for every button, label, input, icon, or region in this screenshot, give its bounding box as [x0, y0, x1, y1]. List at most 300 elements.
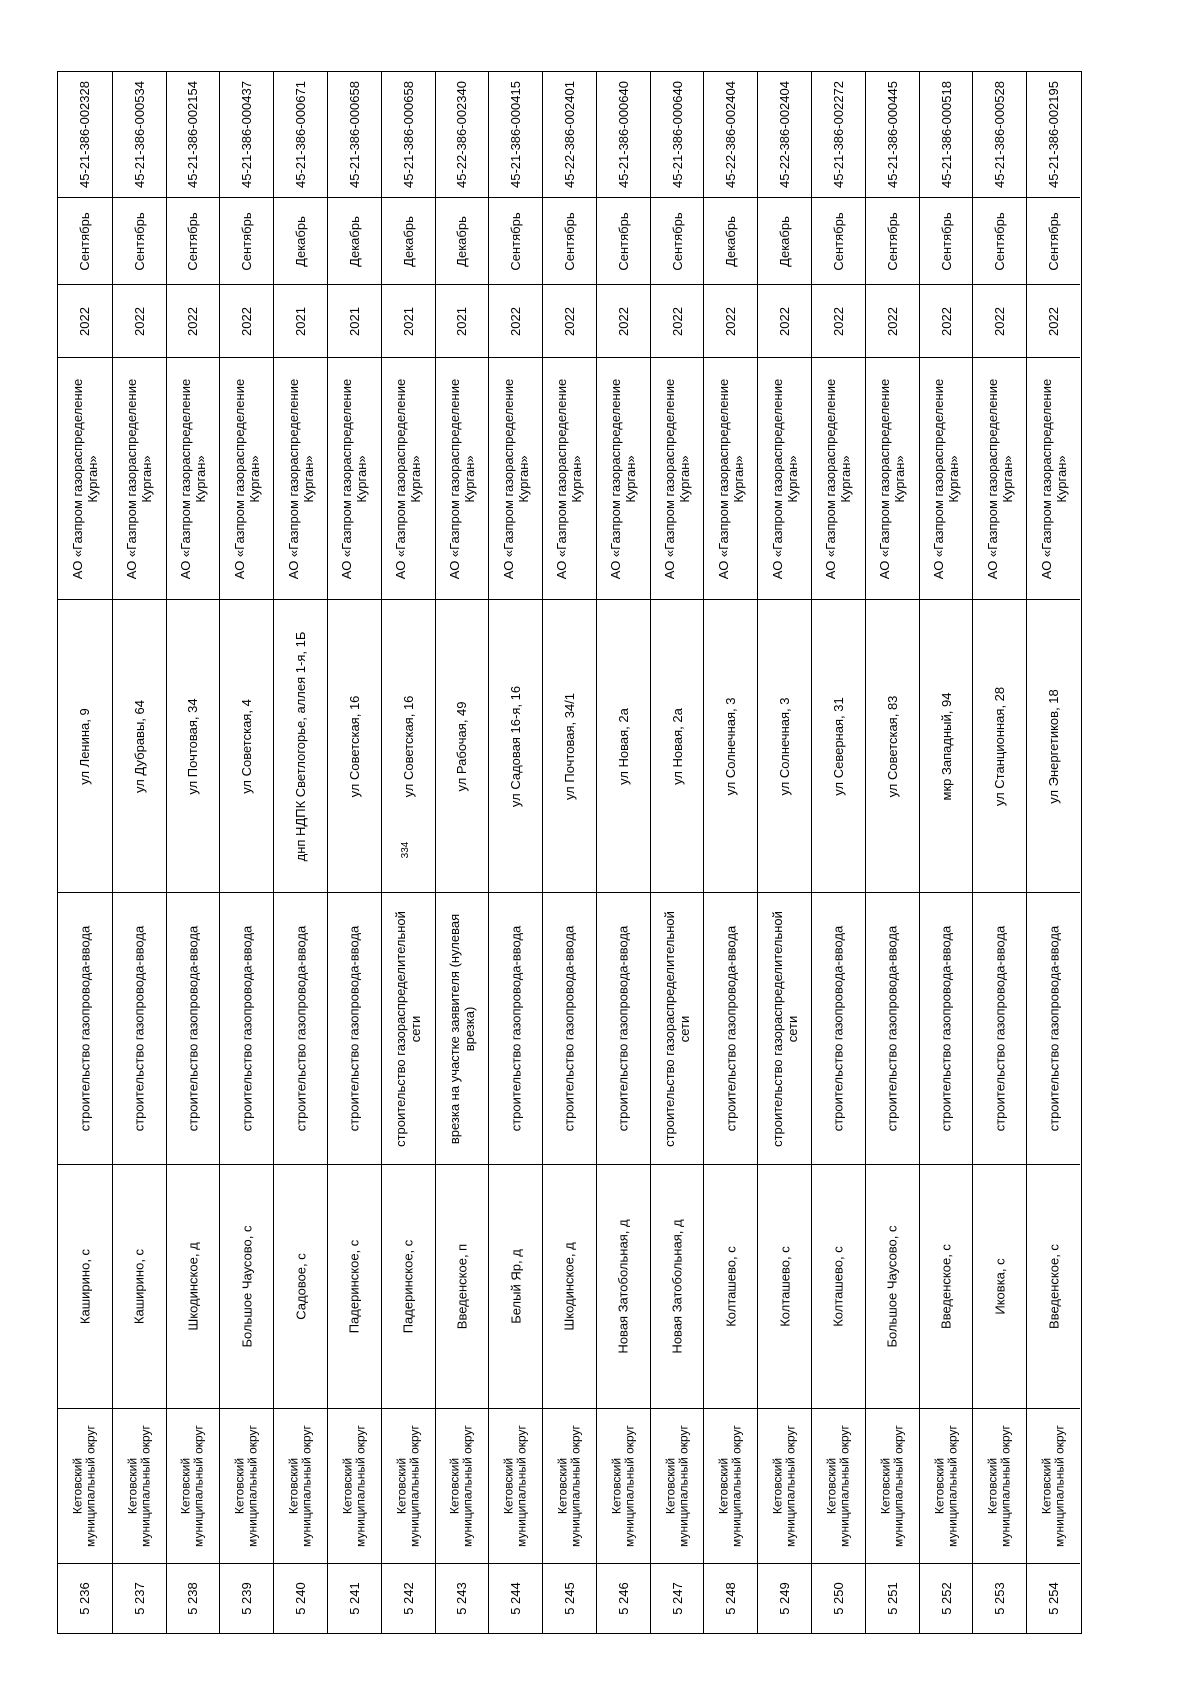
cell-settlement — [866, 1164, 919, 1408]
cell-record-code — [1027, 72, 1080, 197]
month-text: Сентябрь — [992, 211, 1008, 271]
row-number-text: 5 238 — [185, 1581, 201, 1615]
cell-record-code — [651, 72, 704, 197]
cell-work-type — [704, 892, 757, 1164]
settlement-text: Колташево, с — [723, 1246, 739, 1327]
cell-record-code — [758, 72, 811, 197]
table-row — [327, 72, 381, 1633]
district-text: Кетовский муниципальный округ — [824, 1425, 852, 1547]
cell-district — [920, 1408, 973, 1563]
work-type-text: строительство газопровода-ввода — [884, 925, 900, 1132]
work-type-text: строительство газопровода-ввода — [131, 925, 147, 1132]
year-text: 2022 — [723, 306, 739, 336]
table-row — [596, 72, 650, 1633]
cell-year — [436, 284, 489, 357]
organization-text: АО «Газпром газораспределение Курган» — [931, 378, 962, 579]
work-type-text: строительство газопровода-ввода — [346, 925, 362, 1132]
cell-address — [113, 599, 166, 892]
cell-year — [973, 284, 1026, 357]
cell-district — [543, 1408, 596, 1563]
cell-organization — [758, 357, 811, 599]
cell-year — [597, 284, 650, 357]
record-code-text: 45-21-386-000415 — [508, 81, 524, 188]
cell-work-type — [597, 892, 650, 1164]
cell-address — [920, 599, 973, 892]
cell-record-code — [489, 72, 542, 197]
cell-organization — [920, 357, 973, 599]
year-text: 2022 — [77, 306, 93, 336]
table-row — [757, 72, 811, 1633]
address-text: ул Почтовая, 34/1 — [561, 692, 577, 800]
settlement-text: Большое Чаусово, с — [884, 1225, 900, 1348]
cell-record-code — [704, 72, 757, 197]
cell-address — [758, 599, 811, 892]
row-number-text: 5 242 — [400, 1581, 416, 1615]
cell-settlement — [220, 1164, 273, 1408]
cell-organization — [274, 357, 327, 599]
record-code-text: 45-21-386-002154 — [185, 81, 201, 188]
cell-month — [167, 197, 220, 284]
cell-row-number — [597, 1563, 650, 1632]
row-number-text: 5 246 — [615, 1581, 631, 1615]
work-type-text: строительство газопровода-ввода — [1046, 925, 1062, 1132]
record-code-text: 45-21-386-000658 — [400, 81, 416, 188]
cell-row-number — [920, 1563, 973, 1632]
year-text: 2022 — [830, 306, 846, 336]
record-code-text: 45-21-386-002272 — [830, 81, 846, 188]
record-code-text: 45-21-386-002195 — [1046, 81, 1062, 188]
cell-district — [167, 1408, 220, 1563]
organization-text: АО «Газпром газораспределение Курган» — [608, 378, 639, 579]
cell-district — [58, 1408, 112, 1563]
cell-row-number — [328, 1563, 381, 1632]
cell-record-code — [167, 72, 220, 197]
month-text: Сентябрь — [830, 211, 846, 271]
cell-work-type — [543, 892, 596, 1164]
table-row — [865, 72, 919, 1633]
cell-row-number — [220, 1563, 273, 1632]
row-number-text: 5 254 — [1046, 1581, 1062, 1615]
cell-district — [651, 1408, 704, 1563]
cell-work-type — [167, 892, 220, 1164]
record-code-text: 45-21-386-000640 — [669, 81, 685, 188]
table-row — [58, 72, 112, 1633]
cell-work-type — [812, 892, 865, 1164]
settlement-text: Каширино, с — [77, 1248, 93, 1325]
cell-settlement — [920, 1164, 973, 1408]
cell-work-type — [866, 892, 919, 1164]
cell-year — [328, 284, 381, 357]
cell-month — [328, 197, 381, 284]
month-text: Сентябрь — [1046, 211, 1062, 271]
work-type-text: строительство газопровода-ввода — [992, 925, 1008, 1132]
cell-district — [220, 1408, 273, 1563]
cell-district — [328, 1408, 381, 1563]
table-row — [650, 72, 704, 1633]
cell-district — [382, 1408, 435, 1563]
row-number-text: 5 240 — [293, 1581, 309, 1615]
district-text: Кетовский муниципальный округ — [286, 1425, 314, 1547]
cell-work-type — [973, 892, 1026, 1164]
cell-address — [812, 599, 865, 892]
row-number-text: 5 237 — [131, 1581, 147, 1615]
settlement-text: Колташево, с — [830, 1246, 846, 1327]
address-text: ул Советская, 16 — [400, 695, 416, 797]
cell-month — [920, 197, 973, 284]
year-text: 2021 — [293, 306, 309, 336]
table-row — [919, 72, 973, 1633]
table-row — [703, 72, 757, 1633]
cell-district — [758, 1408, 811, 1563]
cell-month — [382, 197, 435, 284]
district-text: Кетовский муниципальный округ — [609, 1425, 637, 1547]
cell-record-code — [866, 72, 919, 197]
work-type-text: строительство газопровода-ввода — [938, 925, 954, 1132]
cell-address — [274, 599, 327, 892]
record-code-text: 45-22-386-002404 — [723, 81, 739, 188]
cell-record-code — [920, 72, 973, 197]
cell-address — [866, 599, 919, 892]
cell-organization — [113, 357, 166, 599]
organization-text: АО «Газпром газораспределение Курган» — [446, 378, 477, 579]
cell-organization — [597, 357, 650, 599]
cell-work-type — [220, 892, 273, 1164]
cell-organization — [220, 357, 273, 599]
cell-record-code — [113, 72, 166, 197]
cell-address — [597, 599, 650, 892]
year-text: 2021 — [454, 306, 470, 336]
address-text: днп НДПК Светлогорье, аллея 1-я, 1Б — [293, 631, 309, 861]
cell-work-type — [113, 892, 166, 1164]
month-text: Декабрь — [293, 215, 309, 267]
settlement-text: Падеринское, с — [400, 1239, 416, 1334]
record-code-text: 45-21-386-000518 — [938, 81, 954, 188]
cell-record-code — [973, 72, 1026, 197]
cell-organization — [58, 357, 112, 599]
cell-address — [382, 599, 435, 892]
cell-row-number — [1027, 1563, 1080, 1632]
cell-month — [866, 197, 919, 284]
cell-work-type — [382, 892, 435, 1164]
work-type-text: строительство газопровода-ввода — [561, 925, 577, 1132]
cell-address — [543, 599, 596, 892]
month-text: Сентябрь — [669, 211, 685, 271]
cell-organization — [866, 357, 919, 599]
cell-address — [973, 599, 1026, 892]
organization-text: АО «Газпром газораспределение Курган» — [823, 378, 854, 579]
address-text: ул Дубравы, 64 — [131, 699, 147, 793]
row-number-text: 5 241 — [346, 1581, 362, 1615]
cell-month — [543, 197, 596, 284]
organization-text: АО «Газпром газораспределение Курган» — [715, 378, 746, 579]
organization-text: АО «Газпром газораспределение Курган» — [231, 378, 262, 579]
row-number-text: 5 253 — [992, 1581, 1008, 1615]
cell-row-number — [704, 1563, 757, 1632]
year-text: 2022 — [239, 306, 255, 336]
district-text: Кетовский муниципальный округ — [447, 1425, 475, 1547]
address-text: ул Северная, 31 — [830, 696, 846, 796]
month-text: Декабрь — [777, 215, 793, 267]
cell-settlement — [489, 1164, 542, 1408]
cell-district — [597, 1408, 650, 1563]
cell-settlement — [274, 1164, 327, 1408]
cell-work-type — [489, 892, 542, 1164]
organization-text: АО «Газпром газораспределение Курган» — [877, 378, 908, 579]
work-type-text: строительство газораспределительной сети — [393, 910, 424, 1147]
cell-month — [58, 197, 112, 284]
cell-district — [812, 1408, 865, 1563]
address-text: ул Солнечная, 3 — [723, 697, 739, 795]
row-number-text: 5 247 — [669, 1581, 685, 1615]
cell-record-code — [436, 72, 489, 197]
cell-settlement — [167, 1164, 220, 1408]
row-number-text: 5 252 — [938, 1581, 954, 1615]
cell-year — [651, 284, 704, 357]
address-text: ул Почтовая, 34 — [185, 697, 201, 795]
cell-address — [651, 599, 704, 892]
record-code-text: 45-22-386-002404 — [777, 81, 793, 188]
cell-settlement — [382, 1164, 435, 1408]
table-row — [435, 72, 489, 1633]
cell-district — [1027, 1408, 1080, 1563]
address-text: ул Станционная, 28 — [992, 686, 1008, 806]
cell-record-code — [328, 72, 381, 197]
month-text: Сентябрь — [884, 211, 900, 271]
district-text: Кетовский муниципальный округ — [770, 1425, 798, 1547]
cell-district — [704, 1408, 757, 1563]
cell-district — [489, 1408, 542, 1563]
row-number-text: 5 245 — [561, 1581, 577, 1615]
cell-month — [220, 197, 273, 284]
cell-year — [382, 284, 435, 357]
month-text: Сентябрь — [239, 211, 255, 271]
cell-organization — [167, 357, 220, 599]
organization-text: АО «Газпром газораспределение Курган» — [769, 378, 800, 579]
settlement-text: Введенское, с — [1046, 1244, 1062, 1329]
cell-work-type — [1027, 892, 1080, 1164]
row-number-text: 5 248 — [723, 1581, 739, 1615]
district-text: Кетовский муниципальный округ — [878, 1425, 906, 1547]
cell-row-number — [651, 1563, 704, 1632]
year-text: 2022 — [131, 306, 147, 336]
month-text: Сентябрь — [131, 211, 147, 271]
cell-organization — [973, 357, 1026, 599]
cell-record-code — [58, 72, 112, 197]
table-row — [166, 72, 220, 1633]
cell-address — [58, 599, 112, 892]
address-text: ул Советская, 83 — [884, 695, 900, 797]
year-text: 2022 — [185, 306, 201, 336]
address-text: ул Солнечная, 3 — [777, 697, 793, 795]
year-text: 2022 — [508, 306, 524, 336]
address-text: ул Новая, 2а — [669, 707, 685, 785]
cell-month — [704, 197, 757, 284]
table-row — [219, 72, 273, 1633]
cell-address — [704, 599, 757, 892]
cell-settlement — [597, 1164, 650, 1408]
cell-organization — [651, 357, 704, 599]
cell-work-type — [651, 892, 704, 1164]
cell-district — [866, 1408, 919, 1563]
settlement-text: Белый Яр, д — [508, 1249, 524, 1324]
work-type-text: строительство газопровода-ввода — [293, 925, 309, 1132]
work-type-text: строительство газопровода-ввода — [615, 925, 631, 1132]
cell-row-number — [543, 1563, 596, 1632]
year-text: 2021 — [346, 306, 362, 336]
organization-text: АО «Газпром газораспределение Курган» — [339, 378, 370, 579]
address-text: ул Энергетиков, 18 — [1046, 688, 1062, 804]
year-text: 2022 — [938, 306, 954, 336]
cell-year — [58, 284, 112, 357]
cell-district — [274, 1408, 327, 1563]
address-text: ул Советская, 16 — [346, 695, 362, 797]
cell-year — [920, 284, 973, 357]
cell-month — [973, 197, 1026, 284]
record-code-text: 45-21-386-002328 — [77, 81, 93, 188]
cell-address — [167, 599, 220, 892]
settlement-text: Иковка, с — [992, 1258, 1008, 1315]
record-code-text: 45-21-386-000658 — [346, 81, 362, 188]
cell-address — [220, 599, 273, 892]
cell-organization — [543, 357, 596, 599]
record-code-text: 45-21-386-000437 — [239, 81, 255, 188]
table-row — [811, 72, 865, 1633]
cell-row-number — [436, 1563, 489, 1632]
cell-work-type — [58, 892, 112, 1164]
month-text: Сентябрь — [185, 211, 201, 271]
organization-text: АО «Газпром газораспределение Курган» — [984, 378, 1015, 579]
district-text: Кетовский муниципальный округ — [932, 1425, 960, 1547]
cell-year — [812, 284, 865, 357]
district-text: Кетовский муниципальный округ — [125, 1425, 153, 1547]
cell-month — [436, 197, 489, 284]
month-text: Декабрь — [346, 215, 362, 267]
record-code-text: 45-22-386-002340 — [454, 81, 470, 188]
page-number: 334 — [400, 841, 411, 859]
district-text: Кетовский муниципальный округ — [394, 1425, 422, 1547]
cell-year — [758, 284, 811, 357]
cell-row-number — [758, 1563, 811, 1632]
cell-month — [113, 197, 166, 284]
cell-organization — [1027, 357, 1080, 599]
organization-text: АО «Газпром газораспределение Курган» — [69, 378, 100, 579]
record-code-text: 45-21-386-000528 — [992, 81, 1008, 188]
cell-organization — [382, 357, 435, 599]
district-text: Кетовский муниципальный округ — [501, 1425, 529, 1547]
address-text: ул Советская, 4 — [239, 698, 255, 794]
table-row — [488, 72, 542, 1633]
settlement-text: Шкодинское, д — [185, 1242, 201, 1331]
cell-year — [1027, 284, 1080, 357]
cell-year — [704, 284, 757, 357]
cell-record-code — [543, 72, 596, 197]
district-text: Кетовский муниципальный округ — [555, 1425, 583, 1547]
district-text: Кетовский муниципальный округ — [178, 1425, 206, 1547]
district-text: Кетовский муниципальный округ — [716, 1425, 744, 1547]
address-text: ул Новая, 2а — [615, 707, 631, 785]
record-code-text: 45-21-386-000445 — [884, 81, 900, 188]
cell-row-number — [973, 1563, 1026, 1632]
record-code-text: 45-21-386-000640 — [615, 81, 631, 188]
record-code-text: 45-22-386-002401 — [561, 81, 577, 188]
data-table — [57, 71, 1082, 1634]
cell-row-number — [812, 1563, 865, 1632]
organization-text: АО «Газпром газораспределение Курган» — [500, 378, 531, 579]
address-text: мкр Западный, 94 — [938, 692, 954, 800]
table-row — [381, 72, 435, 1633]
settlement-text: Введенское, п — [454, 1243, 470, 1330]
cell-record-code — [220, 72, 273, 197]
cell-month — [1027, 197, 1080, 284]
cell-work-type — [920, 892, 973, 1164]
address-text: ул Рабочая, 49 — [454, 701, 470, 791]
month-text: Сентябрь — [77, 211, 93, 271]
cell-settlement — [543, 1164, 596, 1408]
district-text: Кетовский муниципальный округ — [70, 1425, 98, 1547]
settlement-text: Новая Затобольная, д — [669, 1219, 685, 1354]
cell-record-code — [382, 72, 435, 197]
row-number-text: 5 250 — [830, 1581, 846, 1615]
cell-work-type — [328, 892, 381, 1164]
year-text: 2022 — [615, 306, 631, 336]
cell-row-number — [167, 1563, 220, 1632]
cell-month — [812, 197, 865, 284]
cell-address — [328, 599, 381, 892]
cell-organization — [328, 357, 381, 599]
cell-district — [436, 1408, 489, 1563]
work-type-text: строительство газопровода-ввода — [239, 925, 255, 1132]
cell-work-type — [274, 892, 327, 1164]
organization-text: АО «Газпром газораспределение Курган» — [124, 378, 155, 579]
cell-year — [543, 284, 596, 357]
district-text: Кетовский муниципальный округ — [663, 1425, 691, 1547]
table-row — [112, 72, 166, 1633]
cell-settlement — [973, 1164, 1026, 1408]
cell-month — [597, 197, 650, 284]
organization-text: АО «Газпром газораспределение Курган» — [285, 378, 316, 579]
cell-work-type — [436, 892, 489, 1164]
district-text: Кетовский муниципальный округ — [340, 1425, 368, 1547]
cell-month — [758, 197, 811, 284]
cell-address — [489, 599, 542, 892]
cell-row-number — [113, 1563, 166, 1632]
work-type-text: строительство газопровода-ввода — [77, 925, 93, 1132]
cell-month — [651, 197, 704, 284]
year-text: 2022 — [777, 306, 793, 336]
row-number-text: 5 243 — [454, 1581, 470, 1615]
cell-month — [274, 197, 327, 284]
address-text: ул Садовая 16-я, 16 — [508, 685, 524, 807]
settlement-text: Каширино, с — [131, 1248, 147, 1325]
district-text: Кетовский муниципальный округ — [232, 1425, 260, 1547]
cell-settlement — [704, 1164, 757, 1408]
work-type-text: строительство газораспределительной сети — [662, 910, 693, 1147]
cell-year — [274, 284, 327, 357]
table-row — [273, 72, 327, 1633]
year-text: 2022 — [884, 306, 900, 336]
cell-year — [220, 284, 273, 357]
organization-text: АО «Газпром газораспределение Курган» — [554, 378, 585, 579]
work-type-text: строительство газораспределительной сети — [769, 910, 800, 1147]
month-text: Декабрь — [723, 215, 739, 267]
cell-organization — [436, 357, 489, 599]
cell-year — [866, 284, 919, 357]
cell-settlement — [651, 1164, 704, 1408]
work-type-text: строительство газопровода-ввода — [830, 925, 846, 1132]
month-text: Сентябрь — [615, 211, 631, 271]
cell-year — [167, 284, 220, 357]
cell-year — [489, 284, 542, 357]
